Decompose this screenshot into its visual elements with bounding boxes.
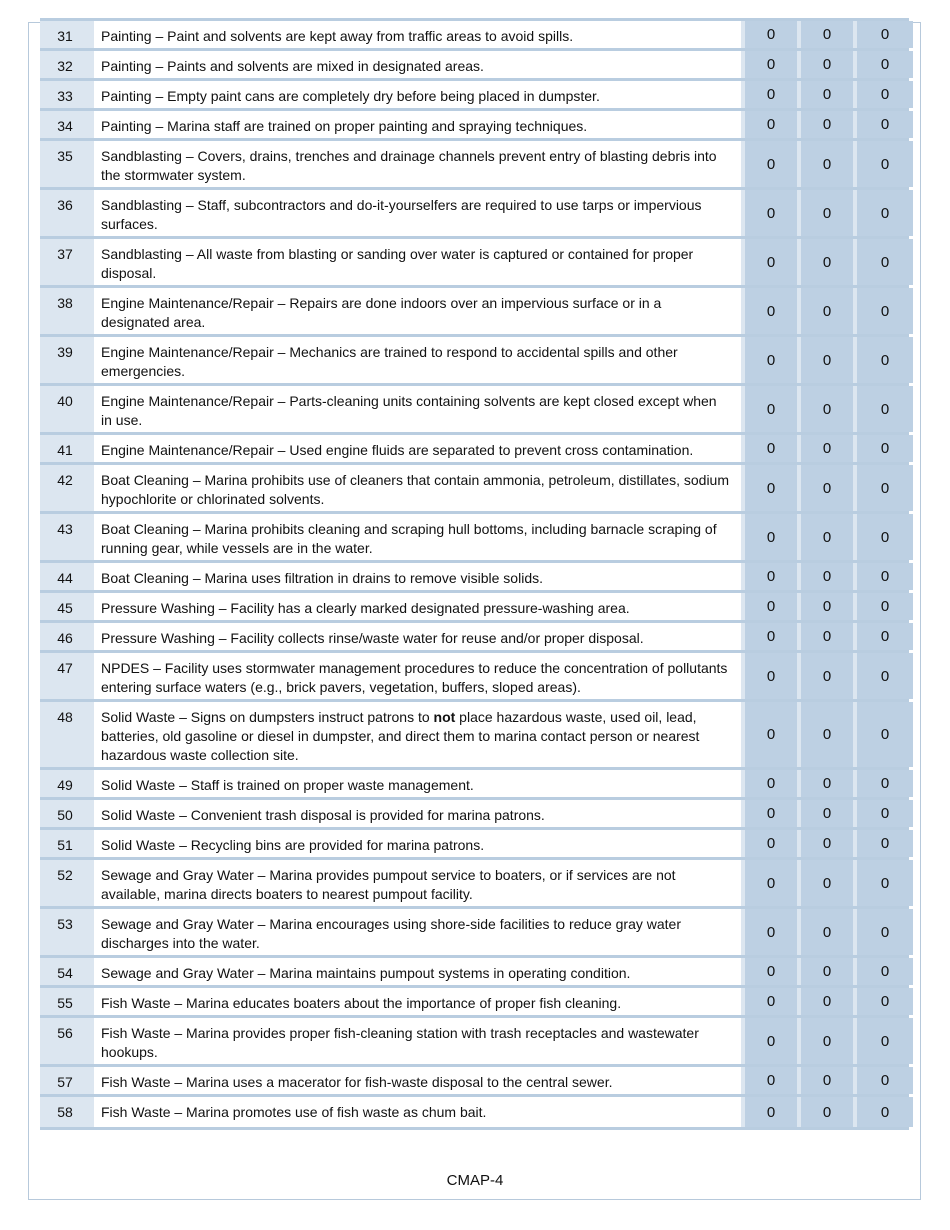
score-cell[interactable]: 0	[857, 770, 913, 797]
score-cell[interactable]: 0	[857, 81, 913, 108]
table-row	[40, 909, 909, 958]
score-cell[interactable]: 0	[801, 465, 853, 511]
score-cell[interactable]: 0	[857, 702, 913, 767]
score-cell[interactable]: 0	[857, 239, 913, 285]
table-row	[40, 21, 909, 51]
score-cell[interactable]: 0	[857, 1067, 913, 1094]
table-row	[40, 623, 909, 653]
score-cell[interactable]: 0	[801, 288, 853, 334]
item-description: Fish Waste – Marina uses a macerator for fish-waste disposal to the central sewer.	[94, 1067, 741, 1094]
score-cell[interactable]: 0	[801, 141, 853, 187]
score-cell[interactable]: 0	[801, 860, 853, 906]
table-row	[40, 288, 909, 337]
item-number: 56	[40, 1018, 90, 1064]
table-row	[40, 1067, 909, 1097]
table-row	[40, 830, 909, 860]
score-cell[interactable]: 0	[857, 288, 913, 334]
item-description: Sewage and Gray Water – Marina maintains pumpout systems in operating condition.	[94, 958, 741, 985]
item-description: Engine Maintenance/Repair – Parts-cleaning units containing solvents are kept closed except when in use.	[94, 386, 741, 432]
score-cell[interactable]: 0	[745, 190, 797, 236]
score-cell[interactable]: 0	[745, 653, 797, 699]
score-cell[interactable]: 0	[745, 435, 797, 462]
score-cell[interactable]: 0	[801, 1018, 853, 1064]
score-cell[interactable]: 0	[745, 909, 797, 955]
item-number: 32	[40, 51, 90, 78]
item-number: 36	[40, 190, 90, 236]
score-cell[interactable]: 0	[857, 958, 913, 985]
score-cell[interactable]: 0	[801, 702, 853, 767]
score-cell[interactable]: 0	[745, 386, 797, 432]
item-description: Solid Waste – Recycling bins are provided for marina patrons.	[94, 830, 741, 857]
item-number: 58	[40, 1097, 90, 1127]
item-number: 57	[40, 1067, 90, 1094]
score-cell[interactable]: 0	[801, 386, 853, 432]
table-row	[40, 239, 909, 288]
item-number: 47	[40, 653, 90, 699]
item-number: 37	[40, 239, 90, 285]
score-cell[interactable]: 0	[745, 514, 797, 560]
score-cell[interactable]: 0	[801, 623, 853, 650]
score-cell[interactable]: 0	[857, 988, 913, 1015]
item-description: Painting – Empty paint cans are completely dry before being placed in dumpster.	[94, 81, 741, 108]
item-description: Fish Waste – Marina promotes use of fish waste as chum bait.	[94, 1097, 741, 1127]
score-cell[interactable]: 0	[745, 111, 797, 138]
item-description: Solid Waste – Staff is trained on proper waste management.	[94, 770, 741, 797]
table-row	[40, 563, 909, 593]
score-cell[interactable]: 0	[745, 1067, 797, 1094]
score-cell[interactable]: 0	[745, 623, 797, 650]
score-cell[interactable]: 0	[745, 860, 797, 906]
score-cell[interactable]: 0	[745, 958, 797, 985]
item-description: Painting – Paint and solvents are kept away from traffic areas to avoid spills.	[94, 21, 741, 48]
score-cell[interactable]: 0	[745, 988, 797, 1015]
score-cell[interactable]: 0	[801, 1067, 853, 1094]
score-cell[interactable]: 0	[801, 909, 853, 955]
item-number: 43	[40, 514, 90, 560]
score-cell[interactable]: 0	[801, 830, 853, 857]
item-number: 38	[40, 288, 90, 334]
table-row	[40, 141, 909, 190]
item-number: 52	[40, 860, 90, 906]
score-cell[interactable]: 0	[745, 465, 797, 511]
table-row	[40, 593, 909, 623]
table-row	[40, 1097, 909, 1127]
table-row	[40, 1018, 909, 1067]
score-cell[interactable]: 0	[801, 653, 853, 699]
score-cell[interactable]: 0	[745, 81, 797, 108]
score-cell[interactable]: 0	[745, 563, 797, 590]
item-description: Boat Cleaning – Marina prohibits use of cleaners that contain ammonia, petroleum, distillates, sodium hypochlorite or chlorinated solvents.	[94, 465, 741, 511]
table-row	[40, 81, 909, 111]
item-description-emphasis: not	[433, 709, 456, 725]
item-description: Sandblasting – All waste from blasting or sanding over water is captured or contained for proper disposal.	[94, 239, 741, 285]
table-row	[40, 386, 909, 435]
item-description: Pressure Washing – Facility has a clearly marked designated pressure-washing area.	[94, 593, 741, 620]
item-number: 33	[40, 81, 90, 108]
item-number: 35	[40, 141, 90, 187]
score-cell[interactable]: 0	[801, 1097, 853, 1127]
item-number: 51	[40, 830, 90, 857]
item-description: Painting – Paints and solvents are mixed in designated areas.	[94, 51, 741, 78]
score-cell[interactable]: 0	[801, 800, 853, 827]
item-number: 39	[40, 337, 90, 383]
item-description: Engine Maintenance/Repair – Used engine fluids are separated to prevent cross contamination.	[94, 435, 741, 462]
score-cell[interactable]: 0	[801, 21, 853, 48]
table-row	[40, 435, 909, 465]
bmp-checklist-table	[40, 18, 909, 1130]
score-cell[interactable]: 0	[801, 435, 853, 462]
table-row	[40, 770, 909, 800]
score-cell[interactable]: 0	[857, 386, 913, 432]
table-row	[40, 800, 909, 830]
score-cell[interactable]: 0	[745, 1018, 797, 1064]
score-cell[interactable]: 0	[801, 239, 853, 285]
item-description: Fish Waste – Marina provides proper fish-cleaning station with trash receptacles and wastewater hookups.	[94, 1018, 741, 1064]
score-cell[interactable]: 0	[745, 141, 797, 187]
score-cell[interactable]: 0	[857, 1097, 913, 1127]
item-description: Pressure Washing – Facility collects rinse/waste water for reuse and/or proper disposal.	[94, 623, 741, 650]
item-number: 41	[40, 435, 90, 462]
table-row	[40, 51, 909, 81]
score-cell[interactable]: 0	[801, 51, 853, 78]
score-cell[interactable]: 0	[745, 800, 797, 827]
score-cell[interactable]: 0	[745, 337, 797, 383]
item-description: Engine Maintenance/Repair – Mechanics are trained to respond to accidental spills and other emergencies.	[94, 337, 741, 383]
score-cell[interactable]: 0	[801, 111, 853, 138]
score-cell[interactable]: 0	[745, 1097, 797, 1127]
score-cell[interactable]: 0	[801, 514, 853, 560]
item-number: 54	[40, 958, 90, 985]
table-row	[40, 514, 909, 563]
item-number: 44	[40, 563, 90, 590]
item-number: 42	[40, 465, 90, 511]
score-cell[interactable]: 0	[745, 21, 797, 48]
score-cell[interactable]: 0	[857, 514, 913, 560]
item-description: Sandblasting – Covers, drains, trenches and drainage channels prevent entry of blasting debris into the stormwater system.	[94, 141, 741, 187]
score-cell[interactable]: 0	[857, 465, 913, 511]
item-description: NPDES – Facility uses stormwater management procedures to reduce the concentration of pollutants entering surface waters (e.g., brick pavers, vegetation, buffers, sloped areas).	[94, 653, 741, 699]
item-number: 48	[40, 702, 90, 767]
score-cell[interactable]: 0	[857, 111, 913, 138]
score-cell[interactable]: 0	[857, 800, 913, 827]
score-cell[interactable]: 0	[801, 770, 853, 797]
item-description: Solid Waste – Convenient trash disposal is provided for marina patrons.	[94, 800, 741, 827]
score-cell[interactable]: 0	[801, 81, 853, 108]
item-number: 49	[40, 770, 90, 797]
score-cell[interactable]: 0	[857, 190, 913, 236]
item-description: Boat Cleaning – Marina prohibits cleaning and scraping hull bottoms, including barnacle scraping of running gear, while vessels are in the water.	[94, 514, 741, 560]
score-cell[interactable]: 0	[857, 623, 913, 650]
table-row	[40, 702, 909, 770]
table-row	[40, 988, 909, 1018]
score-cell[interactable]: 0	[801, 958, 853, 985]
item-description: Sewage and Gray Water – Marina encourages using shore-side facilities to reduce gray water discharges into the water.	[94, 909, 741, 955]
table-row	[40, 653, 909, 702]
score-cell[interactable]: 0	[857, 563, 913, 590]
score-cell[interactable]: 0	[745, 702, 797, 767]
score-cell[interactable]: 0	[857, 435, 913, 462]
score-cell[interactable]: 0	[801, 593, 853, 620]
item-number: 31	[40, 21, 90, 48]
table-row	[40, 337, 909, 386]
score-cell[interactable]: 0	[801, 988, 853, 1015]
item-description	[94, 702, 741, 767]
score-cell[interactable]: 0	[857, 337, 913, 383]
score-cell[interactable]: 0	[801, 190, 853, 236]
table-row	[40, 111, 909, 141]
table-row	[40, 190, 909, 239]
score-cell[interactable]: 0	[745, 593, 797, 620]
item-number: 40	[40, 386, 90, 432]
item-number: 55	[40, 988, 90, 1015]
score-cell[interactable]: 0	[857, 1018, 913, 1064]
item-description: Sandblasting – Staff, subcontractors and do-it-yourselfers are required to use tarps or impervious surfaces.	[94, 190, 741, 236]
score-cell[interactable]: 0	[857, 830, 913, 857]
score-cell[interactable]: 0	[857, 593, 913, 620]
score-cell[interactable]: 0	[857, 141, 913, 187]
score-cell[interactable]: 0	[801, 563, 853, 590]
score-cell[interactable]: 0	[857, 21, 913, 48]
table-row	[40, 465, 909, 514]
item-number: 45	[40, 593, 90, 620]
score-cell[interactable]: 0	[745, 770, 797, 797]
item-number: 46	[40, 623, 90, 650]
score-cell[interactable]: 0	[857, 653, 913, 699]
score-cell[interactable]: 0	[857, 909, 913, 955]
item-description: Fish Waste – Marina educates boaters about the importance of proper fish cleaning.	[94, 988, 741, 1015]
score-cell[interactable]: 0	[801, 337, 853, 383]
item-description-start: Solid Waste – Signs on dumpsters instruct patrons to	[101, 709, 434, 725]
score-cell[interactable]: 0	[857, 860, 913, 906]
item-number: 53	[40, 909, 90, 955]
score-cell[interactable]: 0	[745, 51, 797, 78]
table-row	[40, 860, 909, 909]
item-number: 50	[40, 800, 90, 827]
item-description: Painting – Marina staff are trained on proper painting and spraying techniques.	[94, 111, 741, 138]
page-footer-label: CMAP-4	[446, 1172, 504, 1189]
score-cell[interactable]: 0	[745, 239, 797, 285]
score-cell[interactable]: 0	[745, 830, 797, 857]
item-description: Boat Cleaning – Marina uses filtration in drains to remove visible solids.	[94, 563, 741, 590]
item-description: Sewage and Gray Water – Marina provides pumpout service to boaters, or if services are not available, marina directs boaters to nearest pumpout facility.	[94, 860, 741, 906]
item-number: 34	[40, 111, 90, 138]
score-cell[interactable]: 0	[857, 51, 913, 78]
item-description: Engine Maintenance/Repair – Repairs are done indoors over an impervious surface or in a designated area.	[94, 288, 741, 334]
score-cell[interactable]: 0	[745, 288, 797, 334]
table-row	[40, 958, 909, 988]
item-description-end: place hazardous waste, used oil, lead, batteries, old gasoline or diesel in dumpster, and direct them to marina contact person or nearest hazardous waste collection site.	[101, 709, 700, 763]
